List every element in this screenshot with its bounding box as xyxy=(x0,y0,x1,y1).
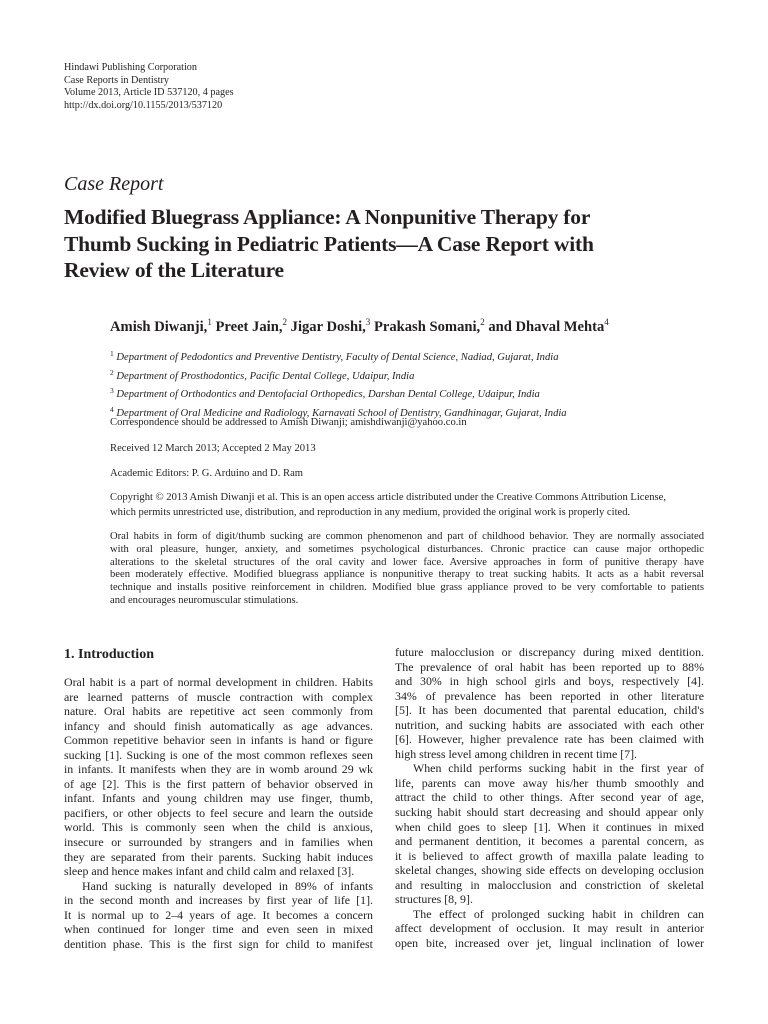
body-line: Hand sucking is naturally developed in 89% of infants xyxy=(82,878,373,893)
journal-name: Case Reports in Dentistry xyxy=(64,74,169,86)
author-name: Amish Diwanji, xyxy=(110,319,208,335)
section-heading-introduction: 1. Introduction xyxy=(64,647,154,662)
received-accepted-dates: Received 12 March 2013; Accepted 2 May 2013 xyxy=(110,443,316,454)
affiliation-text: Department of Orthodontics and Dentofacial Orthopedics, Darshan Dental College, Udaipur, India xyxy=(116,389,540,401)
author-name: and Dhaval Mehta xyxy=(488,319,605,335)
body-column-right xyxy=(395,645,704,950)
body-line: [6]. However, higher prevalence rate has been claimed with xyxy=(395,732,704,747)
masthead xyxy=(64,62,234,112)
body-line: nature. Oral habits are repetitive act seen commonly from xyxy=(64,704,373,719)
title-line: Thumb Sucking in Pediatric Patients—A Case Report with xyxy=(64,231,594,256)
affiliation-mark: 2 xyxy=(110,367,114,377)
affiliation-text: Department of Prosthodontics, Pacific Dental College, Udaipur, India xyxy=(116,370,415,382)
body-line: it is believed to affect growth of maxilla palate leading to xyxy=(395,848,704,863)
body-line: skeletal changes, showing side effects on developing occlusion xyxy=(395,863,704,878)
abstract-line: alterations to the skeletal structures of the oral cavity and lower face. Aversive approaches in form of punitive therapy have xyxy=(110,556,704,568)
body-line: infant. Infants and young children may use finger, thumb, xyxy=(64,791,373,806)
body-line: attract the child to other things. After second year of age, xyxy=(395,790,704,805)
body-line: dentition phase. This is the first sign for child to manifest xyxy=(64,936,373,951)
body-line: of age [2]. This is the first pattern of behavior observed in xyxy=(64,776,373,791)
doi-link[interactable]: http://dx.doi.org/10.1155/2013/537120 xyxy=(64,99,223,111)
body-line: and 30% in high school girls and boys, respectively [4]. xyxy=(395,674,704,689)
body-line: future malocclusion or discrepancy during mixed dentition. xyxy=(395,645,704,659)
affiliation-mark: 3 xyxy=(110,386,114,396)
body-line: Common repetitive behavior seen in infants is hand or figure xyxy=(64,733,373,748)
volume-info: Volume 2013, Article ID 537120, 4 pages xyxy=(64,87,234,98)
body-line: in infants. It manifests when they are in womb around 29 wk xyxy=(64,762,373,777)
body-line: structures [8, 9]. xyxy=(395,892,473,907)
body-line: sleep and hence makes infant and child calm and relaxed [3]. xyxy=(64,864,355,879)
body-line: sucking habit should start decreasing and should appear only xyxy=(395,805,704,820)
author-name: Preet Jain, xyxy=(215,319,283,335)
copyright-line: which permits unrestricted use, distribution, and reproduction in any medium, provided the original work is properly cited. xyxy=(110,506,631,518)
abstract xyxy=(110,531,704,608)
body-line: when child goes to sleep [1]. When it continues in mixed xyxy=(395,819,704,834)
body-line: sucking [1]. Sucking is one of the most common reflexes seen xyxy=(64,747,373,762)
author-affil-mark: 3 xyxy=(365,317,371,327)
body-line: infancy and should finish automatically as age advances. xyxy=(64,718,373,733)
body-line: are learned patterns of muscle contraction with complex xyxy=(64,689,373,704)
abstract-line: Oral habits in form of digit/thumb sucking are common phenomenon and part of childhood behavior. They are normally associated xyxy=(110,531,704,542)
article-title xyxy=(64,204,704,284)
body-line: nutrition, and sucking habits are associated with each other xyxy=(395,717,704,732)
publisher-name: Hindawi Publishing Corporation xyxy=(64,62,197,73)
body-line: 34% of prevalence has been reported in other literature xyxy=(395,688,704,703)
body-column-left xyxy=(64,675,373,951)
affiliation-item xyxy=(110,347,567,366)
abstract-line: with oral pleasure, hunger, anxiety, and sometimes psychological disturbances. Chronic practice can cause major orthopedic xyxy=(110,543,704,555)
abstract-line: been moderately effective. Modified bluegrass appliance is nonpunitive therapy to treat sucking habits. It acts as a habit reversal xyxy=(110,569,704,581)
author-list xyxy=(110,317,609,336)
author-affil-mark: 4 xyxy=(604,317,609,327)
abstract-line: technique and installs positive reinforcement in children. Modified blue grass appliance proved to be very comfortable to patients xyxy=(110,582,704,594)
body-line: When child performs sucking habit in the first year of xyxy=(413,761,704,776)
body-line: open bite, increased over jet, lingual inclination of lower xyxy=(395,935,704,950)
body-line: It is normal up to 2–4 years of age. It becomes a concern xyxy=(64,907,373,922)
abstract-line: and encourages neuromuscular stimulations. xyxy=(110,594,299,606)
copyright-line: Copyright © 2013 Amish Diwanji et al. This is an open access article distributed under the Creative Commons Attribution License, xyxy=(110,492,666,503)
author-affil-mark: 1 xyxy=(207,317,212,327)
body-line: affect development of occlusion. It may result in anterior xyxy=(395,921,704,936)
body-line: pacifiers, or other objects to feel secure and learn the outside xyxy=(64,805,373,820)
affiliation-mark: 4 xyxy=(110,404,114,414)
affiliation-text: Department of Pedodontics and Preventive Dentistry, Faculty of Dental Science, Nadiad, Gujarat, India xyxy=(116,352,559,363)
body-line: and resulting in malocclusion and constriction of skeletal xyxy=(395,877,704,892)
affiliation-list xyxy=(110,347,567,421)
body-line: and permanent dentition, it becomes a parental concern, as xyxy=(395,834,704,849)
body-line: insecure or surrounded by strangers and in families when xyxy=(64,835,373,850)
author-name: Jigar Doshi, xyxy=(290,319,366,335)
body-line: in the second month and increases by first year of life [1]. xyxy=(64,893,373,908)
body-line: life, parents can move away his/her thumb smoothly and xyxy=(395,775,704,790)
body-line: The prevalence of oral habit has been reported up to 88% xyxy=(395,659,704,674)
author-affil-mark: 2 xyxy=(480,317,485,327)
body-line: world. This is commonly seen when the child is anxious, xyxy=(64,820,373,835)
title-line: Modified Bluegrass Appliance: A Nonpunitive Therapy for xyxy=(64,205,591,229)
affiliation-item xyxy=(110,366,567,385)
body-line: The effect of prolonged sucking habit in children can xyxy=(413,906,704,921)
title-line: Review of the Literature xyxy=(64,258,284,282)
copyright-notice xyxy=(110,491,704,520)
body-line: Oral habit is a part of normal development in children. Habits xyxy=(64,675,373,689)
affiliation-text: Department of Oral Medicine and Radiology, Karnavati School of Dentistry, Gandhinagar, Gujarat, India xyxy=(116,407,567,419)
article-type: Case Report xyxy=(64,173,164,195)
body-line: high stress level among children in recent time [7]. xyxy=(395,746,638,761)
body-line: when continued for longer time and even seen in mixed xyxy=(64,922,373,937)
correspondence-line: Correspondence should be addressed to Amish Diwanji; amishdiwanji@yahoo.co.in xyxy=(110,417,467,428)
body-line: they are separated from their parents. Sucking habit induces xyxy=(64,849,373,864)
academic-editors: Academic Editors: P. G. Arduino and D. Ram xyxy=(110,468,304,479)
affiliation-item xyxy=(110,384,567,403)
body-line: [5]. It has been documented that parental education, child's xyxy=(395,703,704,718)
author-affil-mark: 2 xyxy=(282,317,287,327)
affiliation-mark: 1 xyxy=(110,349,114,358)
author-name: Prakash Somani, xyxy=(373,319,481,335)
